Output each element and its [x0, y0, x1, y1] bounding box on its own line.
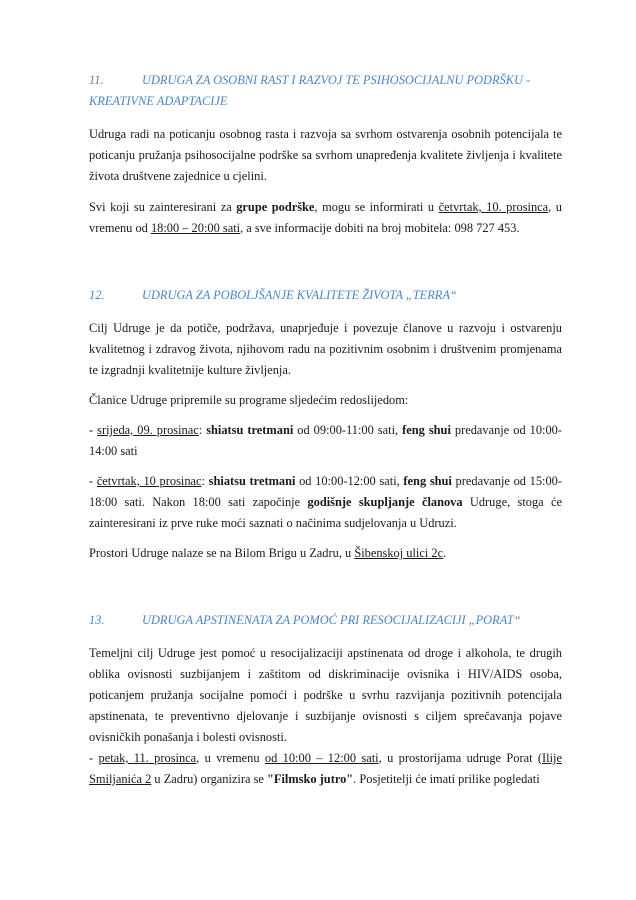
section-title-line2: KREATIVNE ADAPTACIJE	[89, 94, 228, 108]
bold-text: shiatsu tretmani	[206, 423, 294, 437]
paragraph: Udruga radi na poticanju osobnog rasta i razvoja sa svrhom ostvarenja osobnih potencijala te poticanju pružanja psihosocijalne podrške sa svrhom unapređenja kvalitete življenja i kvalitete života društvene zajednice u cjelini.	[89, 127, 562, 183]
section-heading	[89, 610, 562, 631]
section-13	[89, 610, 562, 790]
section-number: 13.	[89, 613, 105, 627]
section-title-line1: UDRUGA ZA OSOBNI RAST I RAZVOJ TE PSIHOSOCIJALNU PODRŠKU -	[142, 73, 531, 87]
text-run: Udruge, stoga će zainteresirani iz prve ruke moći saznati o načinima sudjelovanja u Udruzi.	[89, 495, 562, 530]
text-run: , mogu se informirati u	[314, 200, 439, 214]
section-title-line1: UDRUGA ZA POBOLJŠANJE KVALITETE ŽIVOTA „TERRA“	[142, 288, 457, 302]
text-run: , u vremenu od	[89, 200, 562, 235]
section-title-line1: UDRUGA APSTINENATA ZA POMOĆ PRI RESOCIJALIZACIJI „PORAT“	[142, 613, 521, 627]
underlined-address: Šibenskoj ulici 2c	[354, 546, 444, 560]
bold-text: feng shui	[403, 474, 452, 488]
bold-text: grupe podrške	[236, 200, 315, 214]
bold-text: godišnje skupljanje članova	[307, 495, 463, 509]
text-run: u Zadru) organizira se	[151, 772, 268, 786]
text-run: , u prostorijama udruge Porat (	[378, 751, 543, 765]
section-11	[89, 70, 562, 239]
text-run: Svi koji su zainteresirani za	[89, 200, 237, 214]
text-run: , u vremenu	[196, 751, 265, 765]
underlined-time: 18:00 – 20:00 sati	[150, 221, 241, 235]
paragraph	[89, 543, 562, 564]
paragraph: Temeljni cilj Udruge jest pomoć u resocijalizaciji apstinenata od droge i alkohola, te drugih oblika ovisnosti suzbijanjem i zaštitom od diskriminacije ovisnika i HIV/AIDS osoba, poticanjem pružanja socijalne pomoći i podrške u svrhu razvijanja pozitivnih potencijala apstinenata, te preventivno djelovanje i suzbijanje ovisnosti s ciljem sprečavanja pojave ovisničkih ponašanja i bolesti ovisnosti.	[89, 646, 562, 744]
section-heading	[89, 70, 562, 91]
text-run: .	[443, 546, 447, 560]
text-run: -	[89, 474, 97, 488]
text-run: :	[201, 474, 209, 488]
paragraph: Članice Udruge pripremile su programe sljedećim redoslijedom:	[89, 393, 409, 407]
paragraph: Cilj Udruge je da potiče, podržava, unaprjeđuje i povezuje članove u razvoju i ostvarenju kvalitetnog i zdravog života, njihovom radu na pozitivnim osobnim i društvenim promjenama te izgradnji kvalitetnije kulture življenja.	[89, 321, 562, 377]
text-run: , a sve informacije dobiti na broj mobitela: 098 727 453.	[240, 221, 520, 235]
text-run: predavanje od 15:00-18:00 sati. Nakon 18:00 sati započinje	[89, 474, 563, 509]
text-run: predavanje od 10:00-14:00 sati	[89, 423, 562, 458]
underlined-date: četvrtak, 10. prosinca	[438, 200, 549, 214]
underlined-date: četvrtak, 10 prosinac	[96, 474, 202, 488]
text-run: od 09:00-11:00 sati,	[293, 423, 403, 437]
section-12	[89, 285, 562, 564]
bold-text: "Filmsko jutro"	[267, 772, 354, 786]
text-run: Prostori Udruge nalaze se na Bilom Brigu u Zadru, u	[89, 546, 355, 560]
section-number: 12.	[89, 288, 105, 302]
bold-text: feng shui	[402, 423, 451, 437]
text-run: . Posjetitelji će imati prilike pogledati	[353, 772, 540, 786]
bold-text: shiatsu tretmani	[208, 474, 296, 488]
section-number: 11.	[89, 73, 104, 87]
paragraph	[89, 420, 562, 462]
text-run: od 10:00-12:00 sati,	[295, 474, 404, 488]
underlined-time: od 10:00 – 12:00 sati	[264, 751, 379, 765]
text-run: -	[89, 423, 98, 437]
text-run: :	[198, 423, 207, 437]
paragraph	[89, 197, 562, 239]
paragraph	[89, 471, 562, 534]
section-heading	[89, 285, 562, 306]
paragraph	[89, 748, 562, 790]
text-run: -	[89, 751, 99, 765]
underlined-date: srijeda, 09. prosinac	[97, 423, 199, 437]
underlined-date: petak, 11. prosinca	[98, 751, 197, 765]
underlined-address: Ilije Smiljanića 2	[89, 751, 562, 786]
